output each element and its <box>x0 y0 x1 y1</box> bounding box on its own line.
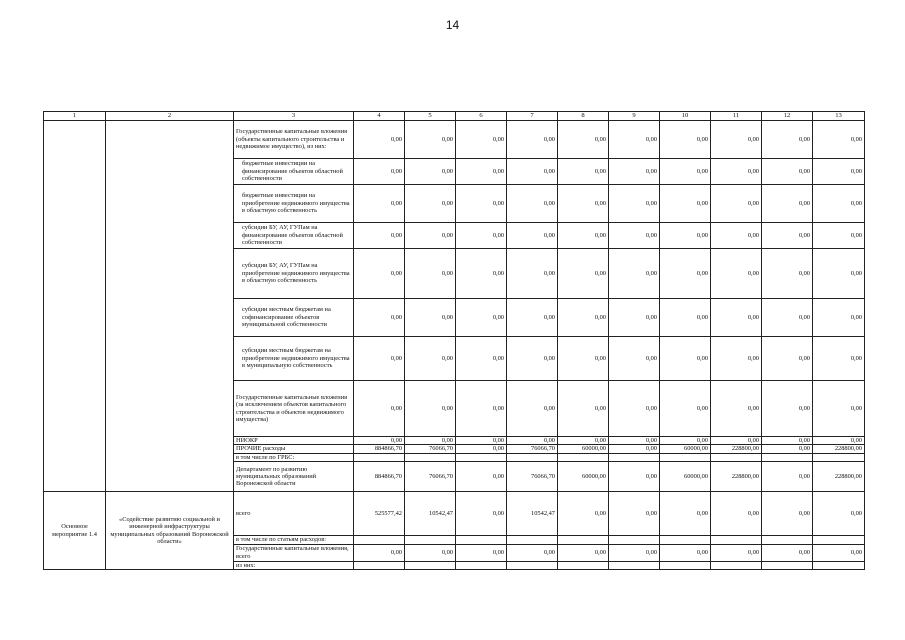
value-cell: 0,00 <box>354 159 405 185</box>
value-cell: 0,00 <box>609 437 660 445</box>
row-label: субсидии БУ, АУ, ГУПам на приобретение недвижимого имущества в областную собственность <box>234 249 354 299</box>
value-cell: 0,00 <box>405 437 456 445</box>
value-cell: 0,00 <box>609 492 660 536</box>
value-cell <box>507 453 558 461</box>
value-cell: 0,00 <box>609 337 660 381</box>
value-cell: 0,00 <box>456 249 507 299</box>
value-cell: 0,00 <box>354 185 405 223</box>
value-cell <box>609 536 660 544</box>
value-cell: 0,00 <box>354 299 405 337</box>
column-number: 7 <box>507 112 558 121</box>
value-cell <box>558 561 609 569</box>
table-row <box>44 492 865 536</box>
value-cell: 0,00 <box>405 299 456 337</box>
page-number: 14 <box>445 18 460 32</box>
value-cell <box>609 453 660 461</box>
value-cell: 0,00 <box>813 437 865 445</box>
value-cell: 0,00 <box>405 249 456 299</box>
value-cell: 0,00 <box>813 185 865 223</box>
value-cell <box>660 536 711 544</box>
value-cell: 0,00 <box>813 223 865 249</box>
value-cell: 0,00 <box>558 223 609 249</box>
row-label: Департамент по развитию муниципальных образований Воронежской области <box>234 462 354 492</box>
value-cell: 0,00 <box>762 492 813 536</box>
row-label: субсидии БУ, АУ, ГУПам на финансирование объектов областной собственности <box>234 223 354 249</box>
value-cell: 0,00 <box>456 185 507 223</box>
value-cell <box>660 561 711 569</box>
value-cell: 0,00 <box>609 462 660 492</box>
value-cell: 0,00 <box>711 381 762 437</box>
value-cell <box>405 453 456 461</box>
column-number: 9 <box>609 112 660 121</box>
value-cell: 0,00 <box>762 249 813 299</box>
value-cell: 0,00 <box>354 337 405 381</box>
row-label: субсидии местным бюджетам на приобретение недвижимого имущества в муниципальную собственность <box>234 337 354 381</box>
column-number: 11 <box>711 112 762 121</box>
column-number: 5 <box>405 112 456 121</box>
value-cell: 525577,42 <box>354 492 405 536</box>
value-cell: 0,00 <box>660 185 711 223</box>
value-cell: 0,00 <box>660 337 711 381</box>
value-cell: 10542,47 <box>507 492 558 536</box>
value-cell: 0,00 <box>660 437 711 445</box>
value-cell: 0,00 <box>507 185 558 223</box>
value-cell: 0,00 <box>507 249 558 299</box>
value-cell: 0,00 <box>813 381 865 437</box>
value-cell: 0,00 <box>660 299 711 337</box>
value-cell: 0,00 <box>405 381 456 437</box>
value-cell: 0,00 <box>354 121 405 159</box>
value-cell: 76066,70 <box>405 462 456 492</box>
value-cell <box>354 561 405 569</box>
value-cell: 0,00 <box>507 337 558 381</box>
value-cell <box>405 536 456 544</box>
value-cell: 0,00 <box>354 249 405 299</box>
value-cell: 0,00 <box>558 249 609 299</box>
value-cell: 0,00 <box>456 462 507 492</box>
column-number: 4 <box>354 112 405 121</box>
value-cell: 0,00 <box>456 337 507 381</box>
value-cell: 0,00 <box>711 492 762 536</box>
column-number: 13 <box>813 112 865 121</box>
value-cell: 0,00 <box>711 299 762 337</box>
value-cell: 0,00 <box>711 185 762 223</box>
value-cell <box>354 536 405 544</box>
column-number: 12 <box>762 112 813 121</box>
value-cell: 0,00 <box>711 249 762 299</box>
value-cell: 0,00 <box>711 159 762 185</box>
value-cell <box>711 561 762 569</box>
value-cell: 0,00 <box>609 544 660 561</box>
value-cell: 228800,00 <box>813 462 865 492</box>
value-cell <box>711 453 762 461</box>
value-cell <box>456 536 507 544</box>
value-cell: 0,00 <box>609 223 660 249</box>
value-cell <box>711 536 762 544</box>
value-cell <box>762 453 813 461</box>
column-number: 10 <box>660 112 711 121</box>
value-cell: 0,00 <box>609 159 660 185</box>
measure-code-cell <box>44 121 106 492</box>
value-cell: 0,00 <box>507 381 558 437</box>
value-cell: 0,00 <box>456 437 507 445</box>
value-cell: 0,00 <box>813 544 865 561</box>
value-cell: 228800,00 <box>813 445 865 453</box>
value-cell: 0,00 <box>558 185 609 223</box>
value-cell: 60000,00 <box>558 445 609 453</box>
value-cell: 0,00 <box>711 223 762 249</box>
measure-name-cell <box>106 121 234 492</box>
value-cell: 0,00 <box>558 381 609 437</box>
value-cell: 0,00 <box>507 159 558 185</box>
row-label: в том числе по ГРБС: <box>234 453 354 461</box>
value-cell: 0,00 <box>456 445 507 453</box>
value-cell: 0,00 <box>813 299 865 337</box>
value-cell: 0,00 <box>660 223 711 249</box>
value-cell <box>558 536 609 544</box>
row-label: из них: <box>234 561 354 569</box>
value-cell <box>762 536 813 544</box>
value-cell: 0,00 <box>456 121 507 159</box>
value-cell: 0,00 <box>660 249 711 299</box>
value-cell: 0,00 <box>762 544 813 561</box>
column-number: 1 <box>44 112 106 121</box>
value-cell: 0,00 <box>354 437 405 445</box>
value-cell: 0,00 <box>813 337 865 381</box>
column-number-row <box>44 112 865 121</box>
value-cell: 0,00 <box>762 299 813 337</box>
value-cell: 0,00 <box>558 159 609 185</box>
column-number: 2 <box>106 112 234 121</box>
value-cell: 0,00 <box>558 299 609 337</box>
column-number: 6 <box>456 112 507 121</box>
value-cell: 884866,70 <box>354 462 405 492</box>
value-cell <box>813 536 865 544</box>
value-cell <box>762 561 813 569</box>
value-cell: 0,00 <box>762 223 813 249</box>
value-cell <box>558 453 609 461</box>
value-cell: 0,00 <box>660 159 711 185</box>
value-cell: 10542,47 <box>405 492 456 536</box>
value-cell: 0,00 <box>813 249 865 299</box>
value-cell: 0,00 <box>762 462 813 492</box>
value-cell: 0,00 <box>354 223 405 249</box>
value-cell: 0,00 <box>609 299 660 337</box>
value-cell <box>609 561 660 569</box>
value-cell <box>507 561 558 569</box>
measure-name-cell: «Содействие развитию социальной и инженерной инфраструктуры муниципальных образований Воронежской области» <box>106 492 234 570</box>
budget-table <box>43 111 865 570</box>
row-label: Государственные капитальные вложения, всего <box>234 544 354 561</box>
value-cell: 0,00 <box>354 544 405 561</box>
value-cell: 0,00 <box>711 337 762 381</box>
value-cell: 60000,00 <box>558 462 609 492</box>
value-cell: 0,00 <box>456 299 507 337</box>
value-cell: 0,00 <box>762 437 813 445</box>
value-cell: 0,00 <box>660 544 711 561</box>
value-cell: 0,00 <box>405 337 456 381</box>
value-cell <box>507 536 558 544</box>
row-label: субсидии местным бюджетам на софинансирование объектов муниципальной собственности <box>234 299 354 337</box>
value-cell: 0,00 <box>711 437 762 445</box>
value-cell: 0,00 <box>762 185 813 223</box>
value-cell: 0,00 <box>507 544 558 561</box>
value-cell: 0,00 <box>558 492 609 536</box>
value-cell: 0,00 <box>660 121 711 159</box>
value-cell: 0,00 <box>456 381 507 437</box>
value-cell: 0,00 <box>609 185 660 223</box>
value-cell <box>405 561 456 569</box>
row-label: в том числе по статьям расходов: <box>234 536 354 544</box>
value-cell: 0,00 <box>762 445 813 453</box>
row-label: ПРОЧИЕ расходы <box>234 445 354 453</box>
value-cell: 0,00 <box>660 381 711 437</box>
table-row <box>44 121 865 159</box>
value-cell: 60000,00 <box>660 462 711 492</box>
value-cell: 0,00 <box>456 223 507 249</box>
row-label: Государственные капитальные вложения (объекты капитального строительства и недвижимое имущество), из них: <box>234 121 354 159</box>
value-cell: 0,00 <box>405 159 456 185</box>
value-cell: 0,00 <box>456 544 507 561</box>
value-cell: 228800,00 <box>711 462 762 492</box>
value-cell: 0,00 <box>711 121 762 159</box>
value-cell: 0,00 <box>609 249 660 299</box>
row-label: НИОКР <box>234 437 354 445</box>
value-cell: 0,00 <box>609 381 660 437</box>
value-cell: 0,00 <box>354 381 405 437</box>
value-cell: 0,00 <box>609 121 660 159</box>
value-cell: 0,00 <box>456 159 507 185</box>
value-cell: 76066,70 <box>405 445 456 453</box>
value-cell: 60000,00 <box>660 445 711 453</box>
value-cell: 0,00 <box>813 492 865 536</box>
value-cell <box>813 453 865 461</box>
value-cell: 0,00 <box>405 223 456 249</box>
row-label: всего <box>234 492 354 536</box>
value-cell: 0,00 <box>609 445 660 453</box>
value-cell: 0,00 <box>558 121 609 159</box>
row-label: бюджетные инвестиции на приобретение недвижимого имущества в областную собственность <box>234 185 354 223</box>
value-cell: 0,00 <box>762 159 813 185</box>
value-cell <box>660 453 711 461</box>
value-cell: 884866,70 <box>354 445 405 453</box>
value-cell: 0,00 <box>558 437 609 445</box>
value-cell: 0,00 <box>813 159 865 185</box>
row-label: бюджетные инвестиции на финансирование объектов областной собственности <box>234 159 354 185</box>
value-cell: 0,00 <box>762 381 813 437</box>
value-cell: 0,00 <box>558 544 609 561</box>
value-cell: 0,00 <box>507 299 558 337</box>
value-cell: 0,00 <box>711 544 762 561</box>
value-cell: 76066,70 <box>507 445 558 453</box>
value-cell: 0,00 <box>762 121 813 159</box>
value-cell: 0,00 <box>405 544 456 561</box>
value-cell <box>813 561 865 569</box>
value-cell <box>354 453 405 461</box>
row-label: Государственные капитальные вложения (за исключением объектов капитального строительства и объектов недвижимого имущества) <box>234 381 354 437</box>
value-cell: 0,00 <box>405 121 456 159</box>
value-cell: 0,00 <box>813 121 865 159</box>
value-cell: 0,00 <box>762 337 813 381</box>
column-number: 8 <box>558 112 609 121</box>
value-cell: 0,00 <box>507 437 558 445</box>
value-cell: 0,00 <box>405 185 456 223</box>
column-number: 3 <box>234 112 354 121</box>
value-cell <box>456 561 507 569</box>
measure-code-cell: Основное мероприятие 1.4 <box>44 492 106 570</box>
value-cell: 76066,70 <box>507 462 558 492</box>
value-cell: 0,00 <box>507 223 558 249</box>
value-cell: 0,00 <box>456 492 507 536</box>
value-cell: 228800,00 <box>711 445 762 453</box>
value-cell: 0,00 <box>507 121 558 159</box>
value-cell <box>456 453 507 461</box>
value-cell: 0,00 <box>558 337 609 381</box>
value-cell: 0,00 <box>660 492 711 536</box>
